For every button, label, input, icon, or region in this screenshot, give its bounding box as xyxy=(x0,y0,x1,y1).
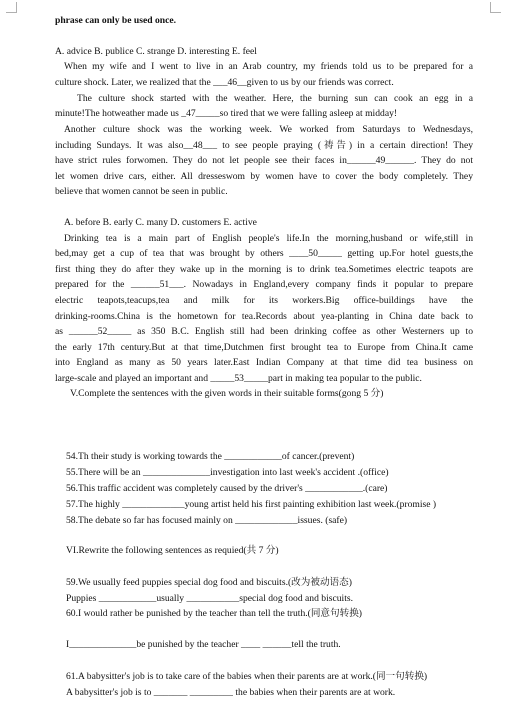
question-56: 56.This traffic accident was completely caused by the driver's ____________.(care) xyxy=(66,483,388,494)
question-54: 54.Th their study is working towards the ____________of cancer.(prevent) xyxy=(66,451,355,462)
section-6-heading: VI.Rewrite the following sentences as requied(共 7 分) xyxy=(66,545,279,556)
passage1-line: including Sundays. It was also__48___ to see people praying (祷告) in a certain direction! They xyxy=(55,140,473,151)
options-row-1: A. advice B. publice C. strange D. interesting E. feel xyxy=(55,46,257,57)
question-59: 59.We usually feed puppies special dog food and biscuits.(改为被动语态) xyxy=(66,577,352,588)
page-corner-mark-right xyxy=(490,2,501,13)
question-61-answer: A babysitter's job is to _______ _________ the babies when their parents are at work. xyxy=(66,687,396,698)
question-60-answer: I______________be punished by the teacher ____ ______tell the truth. xyxy=(66,639,341,650)
question-60: 60.I would rather be punished by the teacher than tell the truth.(同意句转换) xyxy=(66,608,362,619)
passage1-line: minute!The hotweather made us _47_____so tired that we were falling asleep at midday! xyxy=(55,108,398,119)
passage2-line: the early 17th century.But at that time,Dutchmen first brought tea to Europe from China.It came xyxy=(55,342,473,353)
passage1-line: Another culture shock was the working week. We worked from Saturdays to Wednesdays, xyxy=(64,124,473,135)
passage1-line: believe that women cannot be seen in public. xyxy=(55,186,228,197)
question-59-answer: Puppies ____________usually ___________special dog food and biscuits. xyxy=(66,593,353,604)
question-55: 55.There will be an ______________investigation into last week's accident .(office) xyxy=(66,467,389,478)
section-5-heading: V.Complete the sentences with the given words in their suitable forms(gong 5 分) xyxy=(70,388,384,399)
passage2-line: Drinking tea is a main part of English people's life.In the morning,husband or wife,still in xyxy=(64,233,473,244)
passage1-line: The culture shock started with the weather. Here, the burning sun can cook an egg in a xyxy=(77,93,473,104)
passage2-line: first thing they do after they wake up in the morning is to drink tea.Sometimes electric teapots are xyxy=(55,264,473,275)
passage1-line: let women drive cars, either. All dresseswom by women have to cover the body completely. They xyxy=(55,171,473,182)
heading-line: phrase can only be used once. xyxy=(55,15,176,26)
question-61: 61.A babysitter's job is to take care of the babies when their parents are at work.(同一句转换) xyxy=(66,671,428,682)
passage2-line: electric teapots,teacups,tea and milk for its workers.Big office-buildings have the xyxy=(55,295,473,306)
passage2-line: large-scale and played an important and _____53_____part in making tea popular to the public. xyxy=(55,373,422,384)
passage1-line: When my wife and I went to live in an Arab country, my friends told us to be prepared for a xyxy=(64,61,473,72)
passage2-line: as ______52_____ as 350 B.C. English still had been drinking coffee as other Westerners up to xyxy=(55,326,473,337)
page-corner-mark-left xyxy=(6,2,17,13)
question-58: 58.The debate so far has focused mainly on _____________issues. (safe) xyxy=(66,515,348,526)
passage1-line: have strict rules forwomen. They do not let people see their faces in______49______. They do not xyxy=(55,155,473,166)
passage2-line: prepared for the ______51___. Nowadays in England,every company finds it popular to prepare xyxy=(55,279,473,290)
passage1-line: culture shock. Later, we realized that the ___46__given to us by our friends was correct. xyxy=(55,77,394,88)
options-row-2: A. before B. early C. many D. customers E. active xyxy=(64,217,257,228)
passage2-line: bed,may get a cup of tea that was brought by others ____50_____ getting up.For hotel guests,the xyxy=(55,248,473,259)
question-57: 57.The highly _____________young artist held his first painting exhibition last week.(promise ) xyxy=(66,499,437,510)
passage2-line: drinking-rooms.China is the hometown for tea.Records about yea-planting in China date back to xyxy=(55,311,473,322)
passage2-line: into England as many as 50 years later.East Indian Company at that time did tea business on xyxy=(55,357,473,368)
